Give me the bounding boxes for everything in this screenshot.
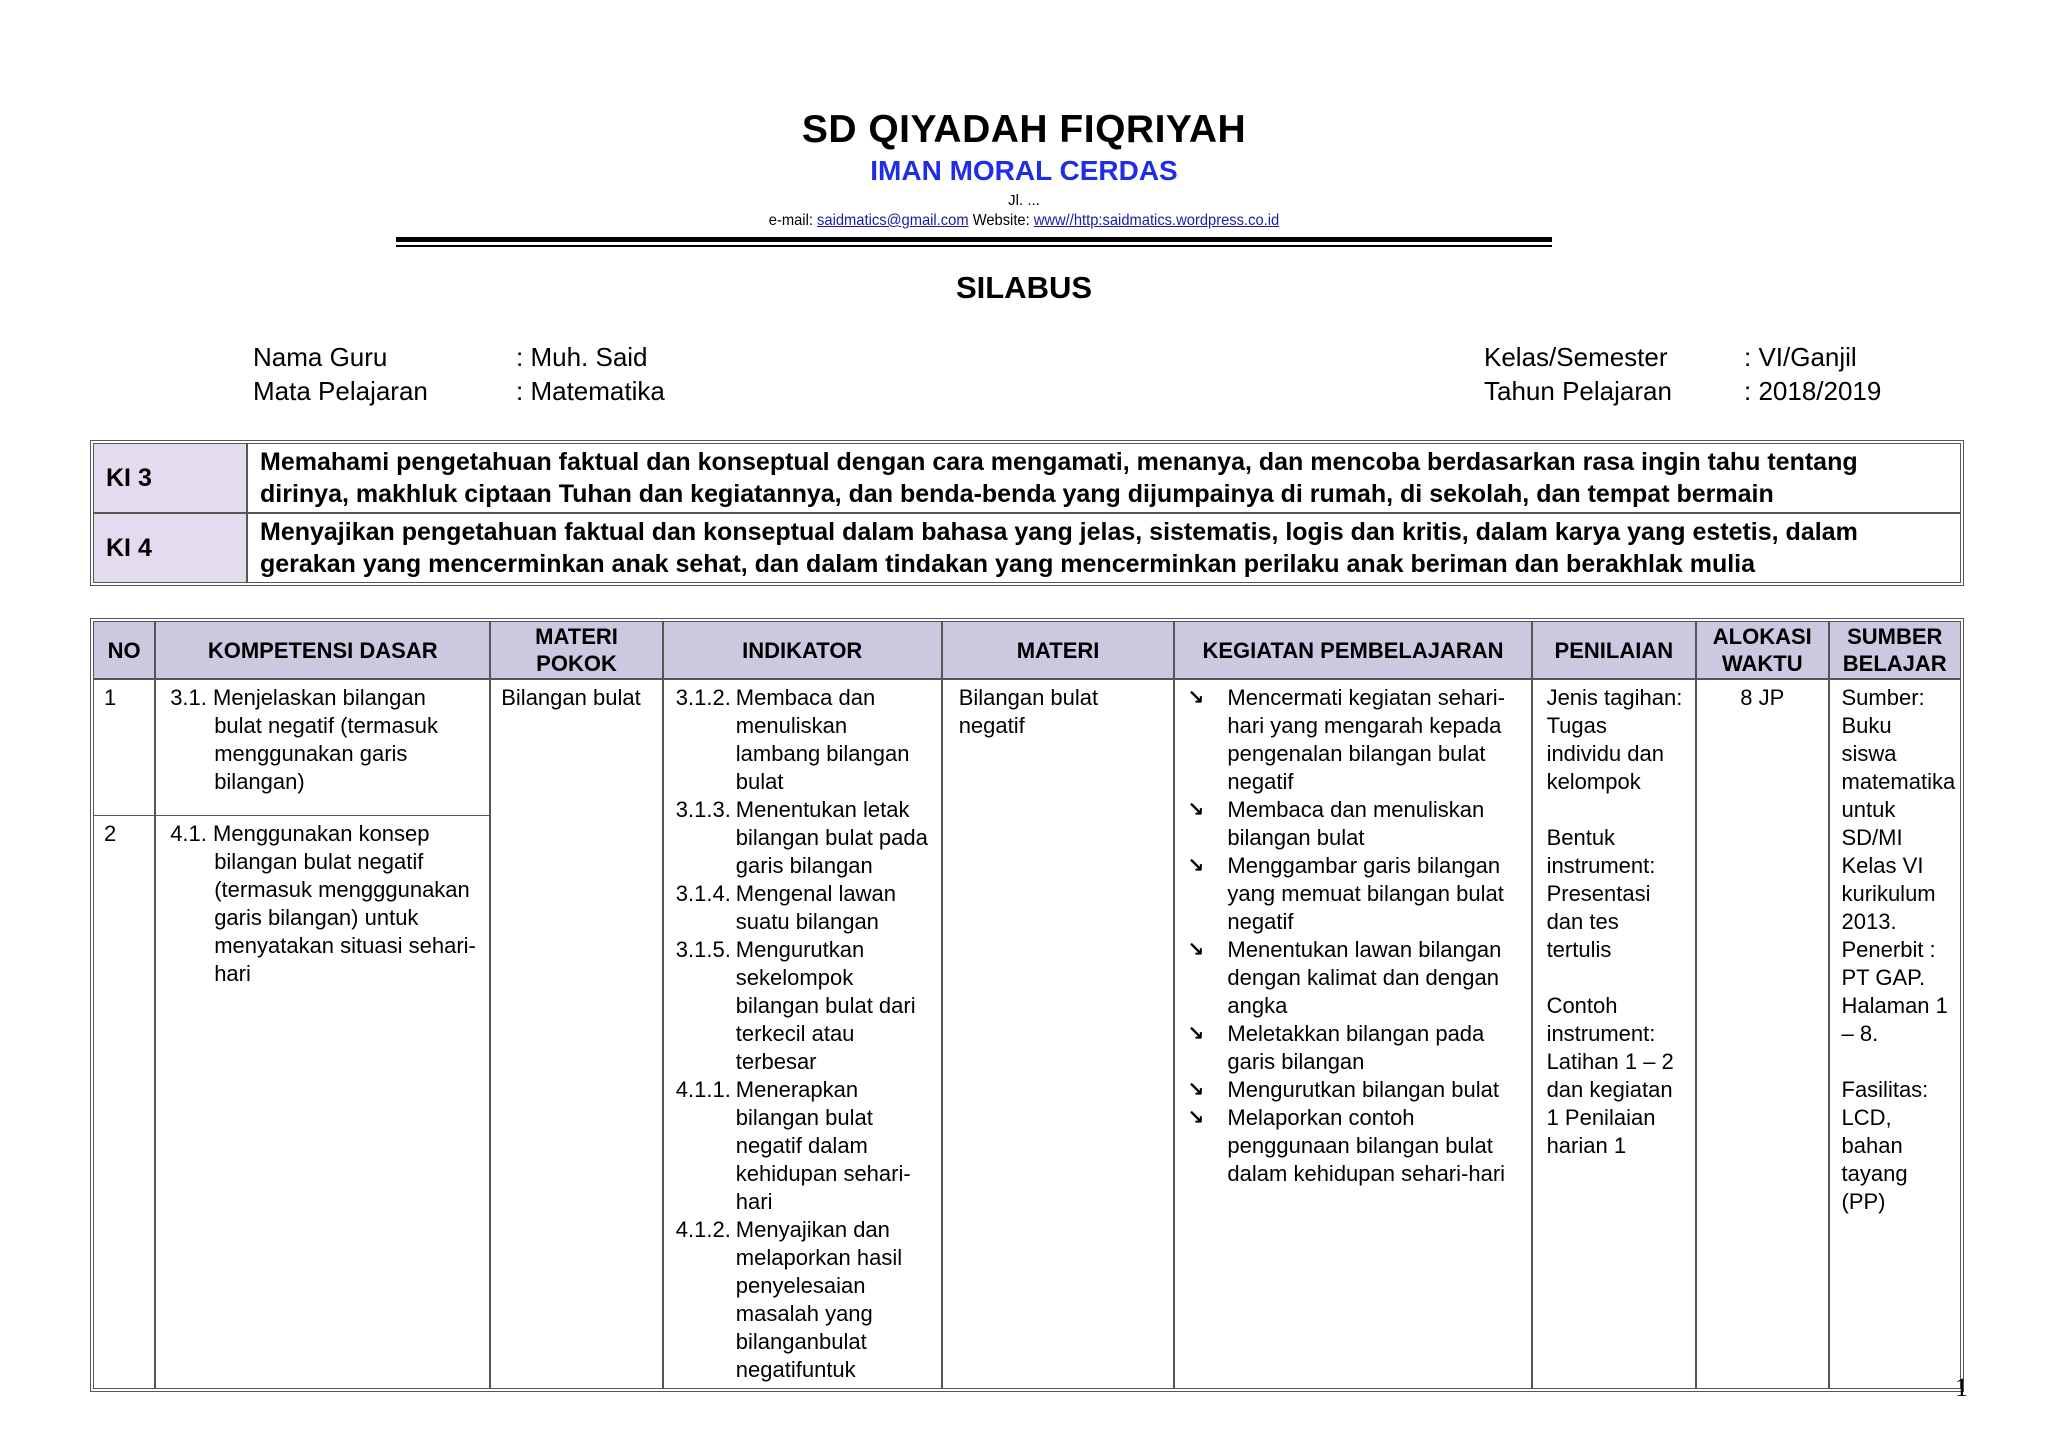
syllabus-table <box>90 618 1964 1392</box>
document-title: SILABUS <box>955 270 1093 305</box>
kegiatan-item: ↘ Menggambar garis bilangan yang memuat bilangan bulat negatif <box>1187 853 1504 934</box>
email-label: e-mail: <box>768 212 813 229</box>
table-header-row <box>93 621 1961 679</box>
row-number: 1 <box>94 680 154 816</box>
indikator-item: 3.1.4. Mengenal lawan suatu bilangan <box>675 881 897 934</box>
arrow-down-right-icon: ↘ <box>1187 687 1205 709</box>
header-indikator: INDIKATOR <box>663 621 942 679</box>
school-name: SD QIYADAH FIQRIYAH <box>801 108 1247 151</box>
header-kompetensi-dasar: KOMPETENSI DASAR <box>155 621 490 679</box>
mapel-value: : Matematika <box>516 376 665 406</box>
nama-guru-label: Nama Guru <box>253 342 388 372</box>
arrow-down-right-icon: ↘ <box>1187 939 1205 961</box>
kd-text: Menggunakan konsep bilangan bulat negatif (termasuk mengggunakan garis bilangan) untuk menyatakan situasi sehari-hari <box>213 821 476 986</box>
header-materi-pokok: MATERI POKOK <box>490 621 663 679</box>
header-rule-thin <box>396 245 1552 247</box>
arrow-down-right-icon: ↘ <box>1187 799 1205 821</box>
contact-line <box>82 212 1966 230</box>
indikator-item: 4.1.2. Menyajikan dan melaporkan hasil penyelesaian masalah yang bilanganbulat negatifuntuk <box>675 1217 903 1382</box>
kegiatan-item: ↘ Mengurutkan bilangan bulat <box>1187 1077 1499 1102</box>
kegiatan-item: ↘ Membaca dan menuliskan bilangan bulat <box>1187 797 1485 850</box>
kegiatan-item: ↘ Melaporkan contoh penggunaan bilangan bulat dalam kehidupan sehari-hari <box>1187 1105 1506 1186</box>
row-number: 2 <box>104 821 117 846</box>
mapel-label: Mata Pelajaran <box>253 376 428 406</box>
school-address: Jl. ... <box>1008 192 1040 209</box>
indikator-item: 3.1.5. Mengurutkan sekelompok bilangan bulat dari terkecil atau terbesar <box>675 937 916 1074</box>
ki-label: KI 3 <box>93 443 247 513</box>
indikator-item: 3.1.2. Membaca dan menuliskan lambang bilangan bulat <box>675 685 910 794</box>
cell-penilaian: Jenis tagihan: Tugas individu dan kelompok Bentuk instrument: Presentasi dan tes tertulis Contoh instrument: Latihan 1 – 2 dan kegiatan 1 Penilaian harian 1 <box>1532 679 1697 1389</box>
kegiatan-item: ↘ Meletakkan bilangan pada garis bilangan <box>1187 1021 1485 1074</box>
header-sumber-belajar: SUMBER BELAJAR <box>1829 621 1962 679</box>
cell-alokasi-waktu: 8 JP <box>1696 679 1828 1389</box>
email-link[interactable]: saidmatics@gmail.com <box>817 212 969 229</box>
nama-guru-value: : Muh. Said <box>516 342 648 372</box>
kelas-value: : VI/Ganjil <box>1744 342 1857 372</box>
cell-kegiatan <box>1174 679 1531 1389</box>
header-penilaian: PENILAIAN <box>1532 621 1697 679</box>
header-alokasi-waktu: ALOKASI WAKTU <box>1696 621 1828 679</box>
arrow-down-right-icon: ↘ <box>1187 1107 1205 1129</box>
cell-sumber-belajar: Sumber: Buku siswa matematika untuk SD/MI Kelas VI kurikulum 2013. Penerbit : PT GAP. Halaman 1 – 8. Fasilitas: LCD, bahan tayang (PP) <box>1829 679 1962 1389</box>
arrow-down-right-icon: ↘ <box>1187 855 1205 877</box>
cell-materi: Bilangan bulat negatif <box>942 679 1175 1389</box>
arrow-down-right-icon: ↘ <box>1187 1023 1205 1045</box>
page-number: 1 <box>1955 1373 1968 1402</box>
ki-row <box>93 443 1961 513</box>
kegiatan-item: ↘ Menentukan lawan bilangan dengan kalimat dan dengan angka <box>1187 937 1502 1018</box>
cell-indikator <box>663 679 942 1389</box>
kd-number: 4.1. <box>170 821 207 846</box>
arrow-down-right-icon: ↘ <box>1187 1079 1205 1101</box>
indikator-item: 3.1.3. Menentukan letak bilangan bulat pada garis bilangan <box>675 797 928 878</box>
cell-materi-pokok: Bilangan bulat <box>490 679 663 1389</box>
ki-label: KI 4 <box>93 513 247 583</box>
ki-table <box>90 440 1964 586</box>
kelas-label: Kelas/Semester <box>1484 342 1668 372</box>
indikator-item: 4.1.1. Menerapkan bilangan bulat negatif dalam kehidupan sehari-hari <box>675 1077 911 1214</box>
header-materi: MATERI <box>942 621 1175 679</box>
ki-row <box>93 513 1961 583</box>
tahun-value: : 2018/2019 <box>1744 376 1882 406</box>
cell-kompetensi-dasar <box>155 679 490 1389</box>
table-row <box>93 679 1961 1389</box>
website-label: Website: <box>972 212 1030 229</box>
header-no: NO <box>93 621 155 679</box>
cell-no <box>93 679 155 1389</box>
ki-text: Memahami pengetahuan faktual dan konseptual dengan cara mengamati, menanya, dan mencoba berdasarkan rasa ingin tahu tentang dirinya, makhluk ciptaan Tuhan dan kegiatannya, dan benda-benda yang dijumpainya di rumah, di sekolah, dan tempat bermain <box>247 443 1961 513</box>
header-rule-thick <box>396 237 1552 242</box>
ki-text: Menyajikan pengetahuan faktual dan konseptual dalam bahasa yang jelas, sistematis, logis dan kritis, dalam karya yang estetis, dalam gerakan yang mencerminkan anak sehat, dan dalam tindakan yang mencerminkan perilaku anak beriman dan berakhlak mulia <box>247 513 1961 583</box>
school-motto: IMAN MORAL CERDAS <box>870 155 1178 186</box>
kd-item <box>156 816 489 992</box>
tahun-label: Tahun Pelajaran <box>1484 376 1672 406</box>
kd-item <box>156 680 489 816</box>
kegiatan-item: ↘ Mencermati kegiatan sehari-hari yang mengarah kepada pengenalan bilangan bulat negatif <box>1187 685 1505 794</box>
website-link[interactable]: www//http:saidmatics.wordpress.co.id <box>1033 212 1280 229</box>
kd-number: 3.1. <box>170 685 207 710</box>
header-kegiatan: KEGIATAN PEMBELAJARAN <box>1174 621 1531 679</box>
kd-text: Menjelaskan bilangan bulat negatif (termasuk menggunakan garis bilangan) <box>213 685 438 794</box>
